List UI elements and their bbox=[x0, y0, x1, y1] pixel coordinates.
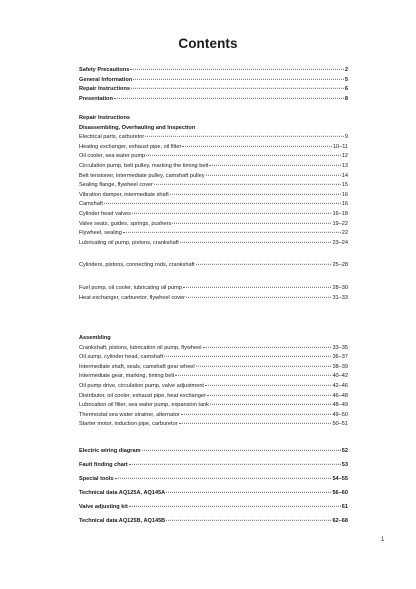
dot-leader bbox=[203, 346, 332, 347]
toc-entry-page: 46–48 bbox=[332, 392, 348, 399]
dot-leader bbox=[115, 478, 332, 479]
toc-entry-page: 23–24 bbox=[332, 239, 348, 246]
dot-leader bbox=[132, 213, 332, 214]
toc-row[interactable] bbox=[79, 503, 348, 513]
dot-leader bbox=[209, 165, 341, 166]
section-heading: Assembling bbox=[79, 335, 111, 341]
toc-row[interactable] bbox=[79, 239, 348, 249]
toc-entry-page: 53 bbox=[341, 462, 348, 469]
toc-entry-label: Oil pump drive, circulation pump, valve adjustment bbox=[79, 382, 204, 389]
toc-entry-label: Lubricating oil pump, pistons, crankshaft bbox=[79, 239, 179, 246]
toc-entry-label: Valve seats, guides, springs, pushers bbox=[79, 220, 172, 227]
toc-entry-label: Fault finding chart bbox=[79, 462, 128, 469]
toc-row[interactable] bbox=[79, 461, 348, 471]
toc-entry-page: 52 bbox=[341, 448, 348, 454]
dot-leader bbox=[207, 394, 332, 395]
toc-entry-page: 16–18 bbox=[332, 210, 348, 217]
toc-row[interactable] bbox=[79, 363, 348, 373]
page-title: Contents bbox=[178, 36, 238, 51]
toc-entry-label: Lubrication oil filter, sea water pump, expansion tank bbox=[79, 402, 209, 409]
toc-entry-page: 38–39 bbox=[332, 363, 348, 370]
section-heading: Repair Instructions bbox=[79, 115, 130, 121]
toc-entry-label: Cylinders, pistons, connecting rods, crankshaft bbox=[79, 262, 195, 269]
toc-entry-label: Cylinder head valves bbox=[79, 210, 131, 217]
toc-row[interactable] bbox=[79, 284, 348, 294]
toc-entry-label: Electric wiring diagram bbox=[79, 448, 141, 454]
dot-leader bbox=[196, 264, 332, 265]
dot-leader bbox=[196, 366, 332, 367]
dot-leader bbox=[129, 464, 341, 465]
dot-leader bbox=[205, 385, 331, 386]
dot-leader bbox=[142, 450, 341, 451]
toc-entry-label: Crankshaft, pistons, lubrication oil pump, flywheel bbox=[79, 344, 202, 351]
page-number: 1 bbox=[381, 537, 385, 543]
toc-entry-label: Belt tensioner, intermediate pulley, camshaft pulley bbox=[79, 172, 205, 179]
toc-entry-page: 56–60 bbox=[332, 490, 348, 497]
toc-entry-page: 48–49 bbox=[332, 402, 348, 409]
toc-entry-page: 31–33 bbox=[332, 294, 348, 301]
toc-row[interactable] bbox=[79, 181, 348, 191]
toc-entry-page: 16 bbox=[341, 191, 348, 198]
toc-entry-page: 14 bbox=[341, 172, 348, 179]
toc-entry-label: Valve adjusting kit bbox=[79, 504, 128, 511]
toc-row[interactable] bbox=[79, 172, 348, 182]
toc-row[interactable] bbox=[79, 294, 348, 304]
dot-leader bbox=[146, 155, 341, 156]
toc-row[interactable]: Presentation 8 bbox=[79, 95, 348, 102]
toc-row[interactable]: General Information 5 bbox=[79, 76, 348, 83]
dot-leader bbox=[180, 242, 332, 243]
dot-leader bbox=[175, 375, 331, 376]
toc-entry-page: 12 bbox=[341, 153, 348, 160]
toc-entry-page: 42–46 bbox=[332, 382, 348, 389]
toc-row[interactable] bbox=[79, 475, 348, 485]
toc-entry-page: 15 bbox=[341, 182, 348, 189]
toc-entry-page: 19–22 bbox=[332, 220, 348, 227]
toc-row[interactable] bbox=[79, 210, 348, 220]
dot-leader bbox=[104, 203, 341, 204]
toc-entry-page: 28–30 bbox=[332, 284, 348, 291]
toc-row[interactable] bbox=[79, 382, 348, 392]
toc-entry-page: 25–28 bbox=[332, 262, 348, 269]
toc-entry-label: Oil cooler, sea water pump bbox=[79, 153, 146, 160]
toc-row[interactable] bbox=[79, 372, 348, 382]
dot-leader bbox=[183, 287, 332, 288]
toc-entry-page: 61 bbox=[341, 504, 348, 511]
dot-leader bbox=[182, 146, 332, 147]
dot-leader bbox=[181, 414, 332, 415]
toc-row[interactable] bbox=[79, 411, 348, 421]
dot-leader bbox=[123, 232, 341, 233]
toc-row[interactable] bbox=[79, 229, 348, 239]
dot-leader bbox=[145, 136, 344, 137]
dot-leader bbox=[164, 356, 331, 357]
toc-row[interactable] bbox=[79, 220, 348, 230]
toc-row[interactable] bbox=[79, 517, 348, 527]
toc-entry-label: Heat exchanger, carburetor, flywheel cover bbox=[79, 294, 186, 301]
toc-entry-page: 54–55 bbox=[332, 476, 348, 483]
toc-row[interactable] bbox=[79, 447, 348, 457]
toc-row[interactable] bbox=[79, 261, 348, 271]
toc-row[interactable] bbox=[79, 200, 348, 210]
toc-repair-section bbox=[79, 114, 348, 303]
toc-entry-page: 33–35 bbox=[332, 344, 348, 351]
dot-leader bbox=[166, 520, 331, 521]
toc-entry-label: Thermostat sea water strainer, alternator bbox=[79, 411, 180, 418]
dot-leader bbox=[179, 423, 332, 424]
toc-entry-page: 49–50 bbox=[332, 411, 348, 418]
dot-leader bbox=[210, 404, 331, 405]
toc-entry-page: 22 bbox=[341, 230, 348, 237]
toc-entry-label: Oil sump, cylinder head, camshaft bbox=[79, 354, 164, 361]
toc-row[interactable]: Repair Instructions 6 bbox=[79, 86, 348, 93]
toc-entry-label: Technical data AQ125B, AQ145B bbox=[79, 518, 166, 525]
subsection-heading: Disassembling, Overhauling and Inspection bbox=[79, 124, 196, 131]
toc-row[interactable] bbox=[79, 489, 348, 499]
toc-row[interactable] bbox=[79, 392, 348, 402]
toc-entry-label: Circulation pump, belt pulley, marking the timing belt bbox=[79, 162, 209, 169]
dot-leader bbox=[172, 222, 331, 223]
toc-entry-page: 16 bbox=[341, 201, 348, 208]
toc-entry-label: Intermediate gear, marking, timing belt bbox=[79, 373, 175, 380]
toc-row[interactable] bbox=[79, 143, 348, 153]
toc-row[interactable] bbox=[79, 162, 348, 172]
toc-row[interactable] bbox=[79, 420, 348, 430]
toc-entry-page: 10–11 bbox=[332, 143, 348, 150]
toc-row[interactable] bbox=[79, 152, 348, 162]
toc-row[interactable] bbox=[79, 191, 348, 201]
toc-row[interactable] bbox=[79, 133, 348, 143]
toc-entry-page: 50–51 bbox=[332, 421, 348, 428]
toc-row[interactable] bbox=[79, 344, 348, 354]
toc-back-section bbox=[79, 447, 348, 527]
toc-entry-page: 40–42 bbox=[332, 373, 348, 380]
toc-entry-label: Flywheel, sealing bbox=[79, 230, 122, 237]
toc-row[interactable] bbox=[79, 401, 348, 411]
toc-entry-label: Electrical parts, carburetor bbox=[79, 134, 145, 141]
toc-entry-label: Sealing flange, flywheel cover bbox=[79, 182, 154, 189]
toc-entry-label: Intermediate shaft, seals, camshaft gear wheel bbox=[79, 363, 195, 370]
toc-entry-page: 13 bbox=[341, 162, 348, 169]
toc-row[interactable] bbox=[79, 353, 348, 363]
toc-row[interactable]: Safety Precautions 2 bbox=[79, 67, 348, 73]
dot-leader bbox=[186, 296, 331, 297]
toc-entry-label: Special tools bbox=[79, 476, 114, 483]
toc-entry-label: Starter motor, induction pipe, carburetor bbox=[79, 421, 178, 428]
dot-leader bbox=[154, 184, 341, 185]
toc-entry-label: Technical data AQ125A, AQ145A bbox=[79, 490, 166, 497]
toc-entry-label: Distributor, oil cooler, exhaust pipe, heat exchanger bbox=[79, 392, 206, 399]
toc-entry-page: 36–37 bbox=[332, 354, 348, 361]
toc-assembling-section bbox=[79, 334, 348, 430]
toc-entry-page: 62–68 bbox=[332, 518, 348, 525]
toc-entry-label: Camshaft bbox=[79, 201, 103, 208]
toc-entry-page: 9 bbox=[344, 134, 348, 141]
dot-leader bbox=[129, 506, 341, 507]
toc-entry-label: Heating exchanger, exhaust pipe, oil filter bbox=[79, 143, 182, 150]
toc-entry-label: Fuel pump, oil cooler, lubricating oil pump bbox=[79, 284, 182, 291]
dot-leader bbox=[166, 492, 331, 493]
dot-leader bbox=[170, 194, 341, 195]
toc-entry-label: Vibration damper, intermediate shaft bbox=[79, 191, 169, 198]
dot-leader bbox=[206, 174, 341, 175]
toc-front-section bbox=[79, 66, 348, 104]
